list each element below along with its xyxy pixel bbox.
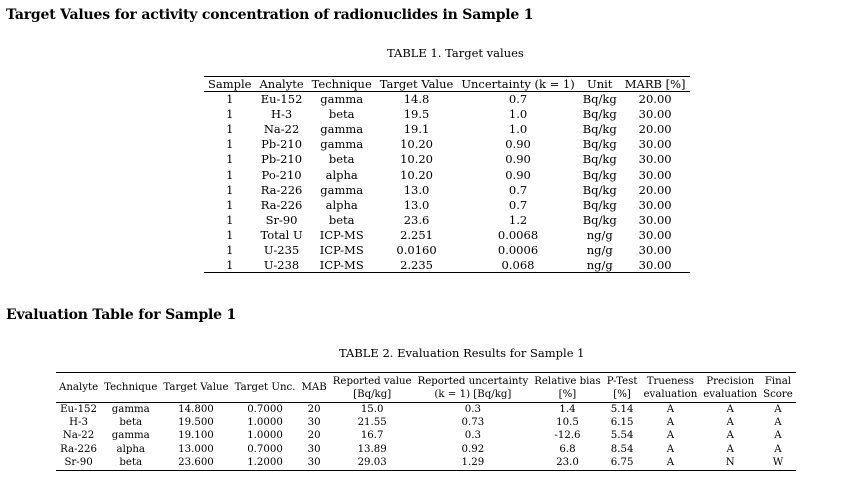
table-cell: 30.00: [621, 258, 690, 273]
table-cell: 0.3: [464, 430, 481, 442]
table-cell: U-238: [255, 258, 307, 273]
table-cell: 23.6: [403, 212, 430, 227]
table-cell: 19.5: [403, 107, 430, 122]
table-cell: A: [726, 443, 734, 455]
table-row: [204, 137, 690, 152]
table-cell: 20: [307, 403, 321, 415]
table-cell: 1: [226, 212, 234, 227]
col-header-line: Trueness: [646, 375, 695, 387]
table-cell: Ra-226: [60, 443, 97, 455]
table-cell: 30.00: [638, 227, 672, 242]
table-cell: 0.73: [461, 416, 485, 428]
table-cell: U-235: [263, 242, 300, 257]
table-cell: gamma: [111, 403, 150, 415]
table-row: [204, 92, 690, 107]
table-cell: A: [774, 403, 782, 415]
table-cell: 20.00: [638, 182, 672, 197]
col-header-line: [Bq/kg]: [353, 388, 392, 400]
table-cell: A: [774, 430, 782, 442]
table-cell: 1.0000: [247, 416, 283, 428]
col-header-line: [%]: [613, 388, 631, 400]
table-cell: 20.00: [638, 92, 672, 107]
table-row: [204, 167, 690, 182]
col-header: MARB [%]: [621, 77, 690, 92]
table-cell: A: [666, 443, 675, 455]
col-header: Target Value: [376, 77, 458, 92]
col-header: [531, 373, 604, 403]
table-cell: 19.100: [178, 430, 214, 442]
col-header-line: Analyte: [59, 382, 99, 393]
col-header-line: Technique: [104, 382, 158, 393]
table-cell: Bq/kg: [582, 167, 617, 182]
table-cell: A: [666, 403, 675, 415]
table-cell: 30.00: [638, 152, 672, 167]
col-header-line: Reported value: [332, 375, 412, 387]
table-cell: beta: [328, 152, 355, 167]
table-cell: ICP-MS: [319, 242, 364, 257]
table-cell: Bq/kg: [582, 122, 617, 137]
table-cell: 1: [226, 137, 234, 152]
table-cell: 30: [307, 416, 321, 428]
table-row: [204, 182, 690, 197]
table-cell: 0.3: [464, 403, 481, 415]
col-header: [700, 373, 760, 403]
table-row: [204, 152, 690, 167]
table-cell: H-3: [270, 107, 293, 122]
col-header-line: Target Value: [163, 382, 229, 393]
table-cell: alpha: [116, 443, 145, 455]
table-cell: 0.7: [508, 92, 528, 107]
table-cell: 30: [298, 457, 329, 471]
table-cell: -12.6: [554, 430, 581, 442]
table-cell: 30.00: [638, 107, 672, 122]
col-header: [415, 373, 532, 403]
col-header: Analyte: [255, 77, 307, 92]
table-cell: beta: [328, 212, 355, 227]
table-cell: 23.600: [160, 457, 231, 471]
table-cell: 0.0068: [497, 227, 539, 242]
col-header: [760, 373, 796, 403]
col-header: [604, 373, 641, 403]
table-cell: 6.8: [559, 443, 576, 455]
table-cell: 30.00: [638, 212, 672, 227]
table-cell: 0.7: [508, 182, 528, 197]
table-cell: 10.20: [400, 152, 433, 167]
table-cell: 13.89: [357, 443, 387, 455]
table-cell: 13.0: [403, 182, 430, 197]
table-cell: Ra-226: [260, 182, 303, 197]
table-cell: A: [726, 430, 734, 442]
table-cell: gamma: [320, 92, 364, 107]
table-cell: 10.20: [400, 137, 433, 152]
table-cell: ng/g: [579, 258, 621, 273]
table-row: [204, 258, 690, 273]
col-header: [298, 373, 329, 403]
table-cell: 0.0160: [396, 242, 437, 257]
table-cell: 0.90: [505, 167, 531, 182]
table-row: [204, 242, 690, 257]
table1-header-row: [204, 77, 690, 92]
table-cell: Po-210: [261, 167, 302, 182]
col-header-line: [%]: [558, 388, 577, 400]
table-cell: beta: [119, 416, 143, 428]
table-cell: Pb-210: [261, 137, 303, 152]
table-cell: 1.29: [415, 457, 532, 471]
table-cell: 1.4: [559, 403, 576, 415]
table-cell: 1: [226, 182, 234, 197]
table-cell: 0.90: [505, 152, 531, 167]
table-cell: A: [666, 416, 675, 428]
table-cell: A: [640, 457, 700, 471]
table-cell: Na-22: [263, 122, 300, 137]
table-row: [56, 430, 796, 444]
table-cell: Sr-90: [56, 457, 101, 471]
table-cell: 1: [204, 258, 255, 273]
table-cell: ICP-MS: [308, 258, 376, 273]
table-row: [56, 403, 796, 417]
table-cell: beta: [101, 457, 160, 471]
table-cell: gamma: [320, 137, 364, 152]
col-header-line: Precision: [706, 375, 755, 387]
table-cell: 1.0: [508, 122, 528, 137]
col-header: [56, 373, 101, 403]
table-cell: alpha: [325, 197, 358, 212]
table-cell: Bq/kg: [582, 137, 617, 152]
table-cell: W: [760, 457, 796, 471]
table-cell: 1.0000: [247, 430, 283, 442]
table-cell: Total U: [260, 227, 303, 242]
table-cell: 5.54: [610, 430, 634, 442]
table-cell: 1: [226, 107, 234, 122]
table-cell: beta: [328, 107, 355, 122]
table-cell: 23.0: [531, 457, 604, 471]
col-header-line: MAB: [301, 382, 327, 393]
col-header-line: Reported uncertainty: [417, 375, 529, 387]
table-cell: 10.5: [556, 416, 579, 428]
table-cell: Na-22: [62, 430, 95, 442]
table2-caption: TABLE 2. Evaluation Results for Sample 1: [339, 346, 585, 360]
table-cell: Bq/kg: [582, 182, 617, 197]
table-cell: 14.800: [178, 403, 214, 415]
table-row: [56, 416, 796, 430]
table-cell: 0.0006: [497, 242, 539, 257]
table-cell: 19.1: [403, 122, 430, 137]
table-cell: 5.14: [610, 403, 634, 415]
table-cell: gamma: [111, 430, 150, 442]
col-header-line: (k = 1) [Bq/kg]: [434, 388, 512, 400]
table-cell: A: [774, 443, 782, 455]
col-header: [101, 373, 160, 403]
table-cell: 30.00: [638, 167, 672, 182]
table-cell: Pb-210: [261, 152, 303, 167]
col-header-line: evaluation: [703, 388, 758, 400]
table-cell: 13.000: [178, 443, 214, 455]
table-cell: ICP-MS: [319, 227, 364, 242]
table-cell: ng/g: [586, 227, 613, 242]
table-cell: A: [726, 403, 734, 415]
table-cell: 14.8: [403, 92, 430, 107]
col-header-line: P-Test: [606, 375, 638, 387]
table2-header-row: [56, 373, 796, 403]
table-cell: 29.03: [330, 457, 415, 471]
col-header-line: Relative bias: [534, 375, 601, 387]
table-cell: 0.90: [505, 137, 531, 152]
col-header-line: evaluation: [643, 388, 698, 400]
table-cell: 2.251: [400, 227, 433, 242]
table-cell: ng/g: [586, 242, 613, 257]
section-heading-target-values: Target Values for activity concentration of radionuclides in Sample 1: [6, 7, 534, 23]
table-cell: Bq/kg: [582, 197, 617, 212]
table1-body: [204, 92, 690, 273]
table-row: [204, 197, 690, 212]
table-row: [204, 227, 690, 242]
table-cell: 16.7: [360, 430, 384, 442]
table-cell: 2.235: [376, 258, 458, 273]
table-row: [56, 457, 796, 471]
table-cell: Bq/kg: [582, 107, 617, 122]
table-cell: H-3: [69, 416, 88, 428]
table-cell: gamma: [320, 122, 364, 137]
table-cell: 15.0: [360, 403, 384, 415]
table-cell: 0.7000: [247, 403, 283, 415]
table-cell: 21.55: [357, 416, 387, 428]
table-cell: Bq/kg: [582, 152, 617, 167]
table-cell: 30.00: [638, 242, 672, 257]
table-cell: gamma: [320, 182, 364, 197]
table-cell: Eu-152: [60, 403, 98, 415]
table-cell: 0.7: [508, 197, 528, 212]
target-values-table: [204, 76, 690, 273]
table-cell: A: [666, 430, 675, 442]
table-cell: 0.92: [461, 443, 485, 455]
col-header-line: Final: [764, 375, 792, 387]
table-cell: 1.2000: [232, 457, 299, 471]
table-cell: 1: [226, 122, 234, 137]
col-header: Unit: [579, 77, 621, 92]
table-cell: 8.54: [610, 443, 634, 455]
table-cell: 1: [226, 167, 234, 182]
table-cell: 20.00: [638, 122, 672, 137]
table-cell: 1: [226, 197, 234, 212]
table-row: [204, 107, 690, 122]
col-header: [640, 373, 700, 403]
table-cell: 19.500: [178, 416, 214, 428]
table-cell: 30.00: [638, 197, 672, 212]
table-row: [56, 443, 796, 457]
table-cell: 1: [226, 92, 234, 107]
table-cell: 13.0: [403, 197, 430, 212]
table-cell: alpha: [325, 167, 358, 182]
table-cell: 0.7000: [247, 443, 283, 455]
col-header: Sample: [204, 77, 255, 92]
col-header: [330, 373, 415, 403]
table-cell: Sr-90: [265, 212, 298, 227]
table-cell: 6.75: [604, 457, 641, 471]
table-cell: 1: [226, 242, 234, 257]
table-cell: 1.0: [508, 107, 528, 122]
table-cell: Bq/kg: [582, 212, 617, 227]
table-cell: 1.2: [508, 212, 528, 227]
table2-body: [56, 403, 796, 471]
table-cell: Ra-226: [260, 197, 303, 212]
evaluation-results-table: [56, 372, 796, 471]
table-cell: 1: [226, 227, 234, 242]
table-cell: 10.20: [400, 167, 433, 182]
table-cell: Bq/kg: [582, 92, 617, 107]
table-row: [204, 212, 690, 227]
table-cell: 0.068: [457, 258, 578, 273]
col-header-line: Score: [763, 388, 793, 400]
col-header: Uncertainty (k = 1): [457, 77, 578, 92]
table-cell: Eu-152: [260, 92, 303, 107]
col-header: [232, 373, 299, 403]
table-cell: 6.15: [610, 416, 634, 428]
table1-caption: TABLE 1. Target values: [387, 46, 524, 60]
table-cell: N: [700, 457, 760, 471]
col-header: Technique: [308, 77, 376, 92]
table-cell: 1: [226, 152, 234, 167]
table-cell: A: [774, 416, 782, 428]
table-cell: 30.00: [638, 137, 672, 152]
table-cell: 20: [307, 430, 321, 442]
col-header: [160, 373, 231, 403]
col-header-line: Target Unc.: [234, 382, 296, 393]
table-cell: 30: [307, 443, 321, 455]
section-heading-evaluation: Evaluation Table for Sample 1: [6, 307, 237, 323]
table-row: [204, 122, 690, 137]
table-cell: A: [726, 416, 734, 428]
